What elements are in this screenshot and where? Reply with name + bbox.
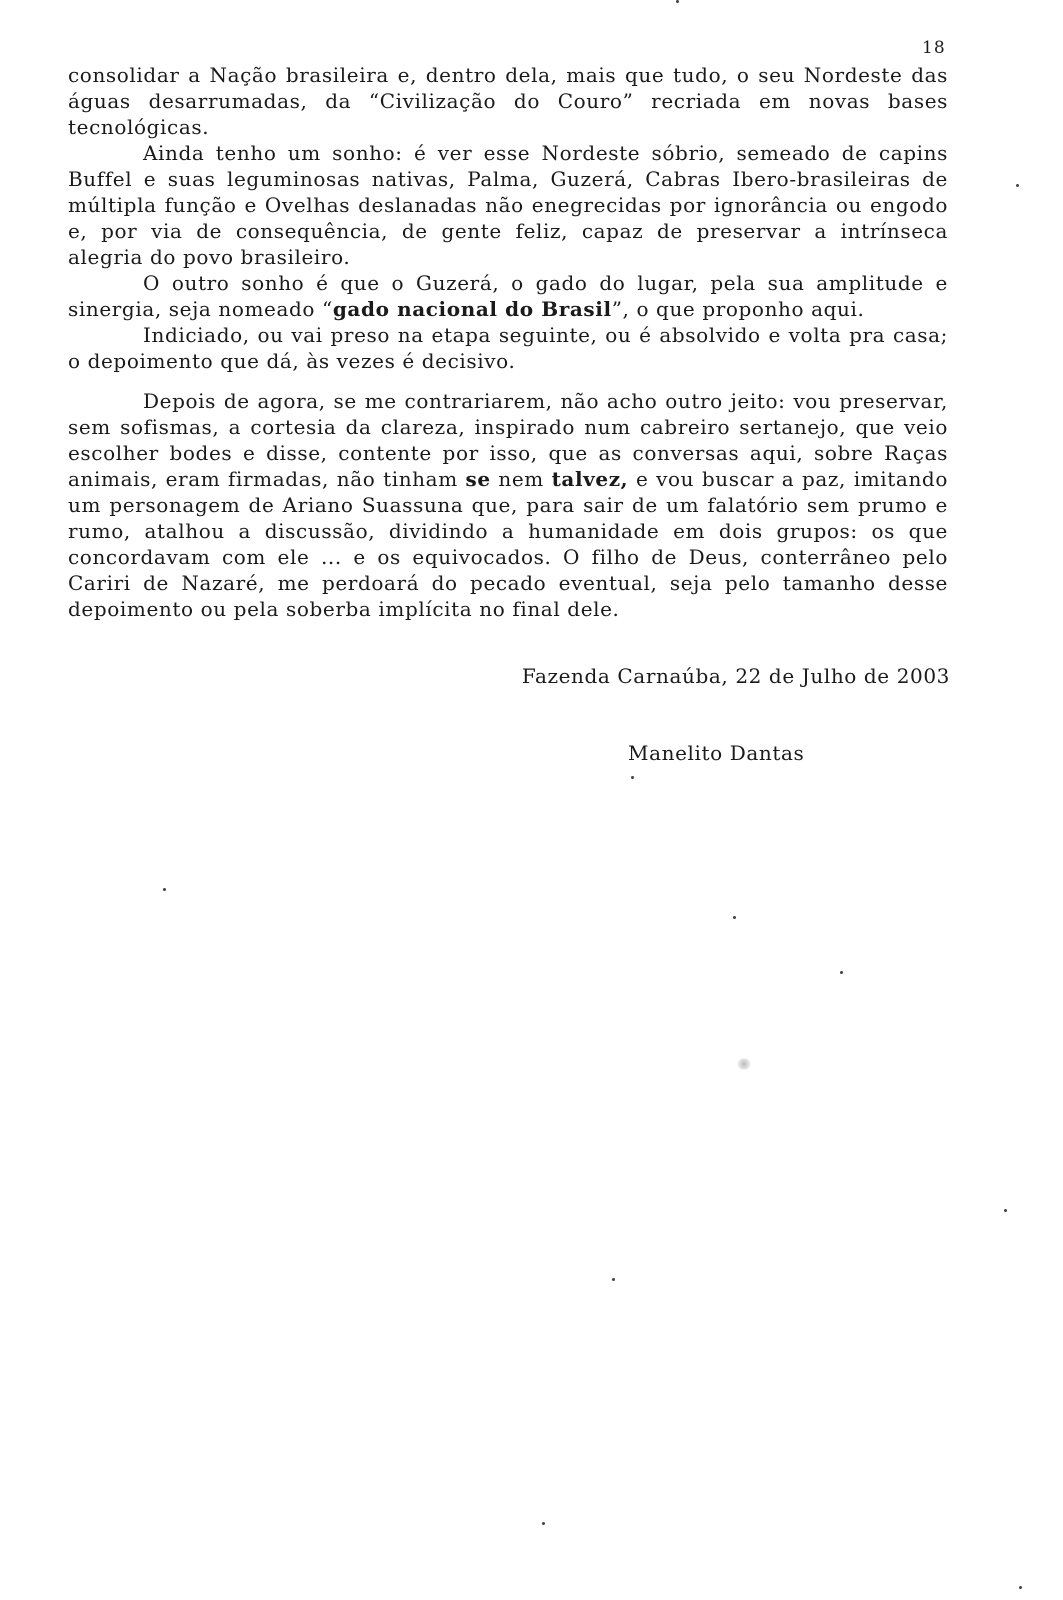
scan-speck xyxy=(1004,1209,1007,1212)
paragraph-text: O outro sonho é que o Guzerá, o gado do lugar, pela sua amplitude e sinergia, seja nomeado “ xyxy=(68,271,948,321)
paragraph-text: Indiciado, ou vai preso na etapa seguinte, ou é absolvido e volta pra casa; o depoimento que dá, às vezes é decisivo. xyxy=(68,323,948,373)
paragraph-1 xyxy=(68,62,948,140)
paragraph-4 xyxy=(68,322,948,374)
scan-speck xyxy=(1019,1586,1022,1589)
scan-speck xyxy=(676,0,679,3)
paragraph-text: ”, o que proponho aqui. xyxy=(611,297,865,321)
scan-speck xyxy=(631,776,634,779)
paragraph-2 xyxy=(68,140,948,270)
paragraph-3 xyxy=(68,270,948,322)
page-number: 18 xyxy=(922,38,946,58)
paragraph-text: Ainda tenho um sonho: é ver esse Nordeste sóbrio, semeado de capins Buffel e suas leguminosas nativas, Palma, Guzerá, Cabras Ibero-brasileiras de múltipla função e Ovelhas deslanadas não enegrecidas por ignorância ou engodo e, por via de consequência, de gente feliz, capaz de preservar a intrínseca alegria do povo brasileiro. xyxy=(68,141,948,269)
scan-smudge xyxy=(737,1058,751,1070)
paragraph-text: Depois de agora, se me contrariarem, não acho outro jeito: vou preservar, sem sofismas, a cortesia da clareza, inspirado num cabreiro sertanejo, que veio escolher bodes e disse, contente por isso, que as conversas aqui, sobre Raças animais, eram firmadas, não tinham xyxy=(68,389,948,491)
scan-speck xyxy=(840,971,843,974)
scan-speck xyxy=(163,888,166,891)
signature-name: Manelito Dantas xyxy=(628,741,805,765)
scan-speck xyxy=(542,1522,545,1525)
paragraph-text: e vou buscar a paz, imitando um personagem de Ariano Suassuna que, para sair de um falatório sem prumo e rumo, atalhou a discussão, dividindo a humanidade em dois grupos: os que concordavam com ele ... e os equivocados. O filho de Deus, conterrâneo pelo Cariri de Nazaré, me perdoará do pecado eventual, seja pelo tamanho desse depoimento ou pela soberba implícita no final dele. xyxy=(68,467,948,621)
scan-speck xyxy=(733,916,736,919)
place-date: Fazenda Carnaúba, 22 de Julho de 2003 xyxy=(521,664,950,688)
body-text xyxy=(68,62,948,622)
bold-word: se xyxy=(465,467,491,491)
scan-speck xyxy=(612,1278,615,1281)
paragraph-5 xyxy=(68,388,948,622)
paragraph-text: consolidar a Nação brasileira e, dentro dela, mais que tudo, o seu Nordeste das águas desarrumadas, da “Civilização do Couro” recriada em novas bases tecnológicas. xyxy=(68,63,948,139)
bold-word: talvez, xyxy=(551,467,629,491)
paragraph-text: nem xyxy=(490,467,552,491)
bold-phrase: gado nacional do Brasil xyxy=(332,297,612,321)
scan-speck xyxy=(1016,184,1019,187)
